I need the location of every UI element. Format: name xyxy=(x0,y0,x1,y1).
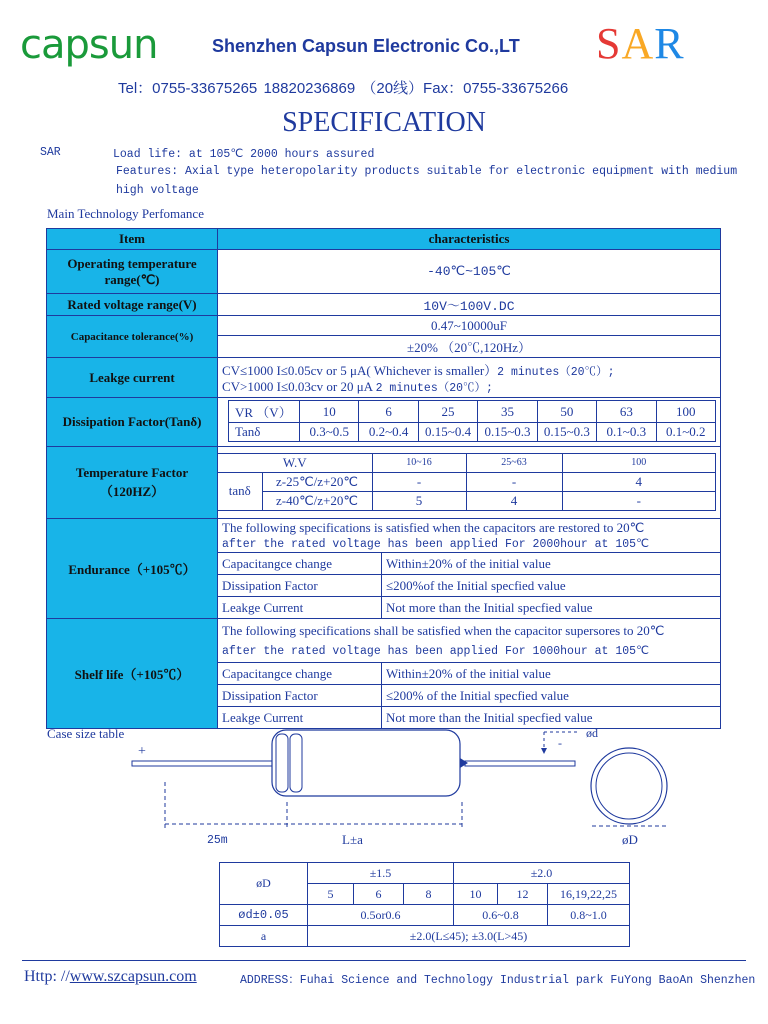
leakage-value xyxy=(218,358,721,398)
tf-row1-value: 4 xyxy=(562,472,716,491)
df-vr-label: VR （V） xyxy=(229,401,300,423)
shelf-value: Within±20% of the initial value xyxy=(382,663,721,685)
df-value: 0.3~0.5 xyxy=(300,423,359,442)
dim-length: L±a xyxy=(342,832,363,847)
endurance-intro-b: after the rated voltage has been applied For 2000hour at 105℃ xyxy=(222,538,649,551)
tf-row2-value: 5 xyxy=(372,491,466,510)
tf-col: 25~63 xyxy=(466,453,562,472)
leak-line2-a: CV>1000 I≤0.03cv or 20 μA xyxy=(222,379,373,394)
page-title: SPECIFICATION xyxy=(282,107,486,138)
shelf-intro xyxy=(218,619,721,663)
body-band-1 xyxy=(276,734,288,792)
arrow-head xyxy=(541,748,547,754)
cap-tol-label: Capacitance tolerance(%) xyxy=(47,316,218,358)
tf-row2-label: z-40℃/z+20℃ xyxy=(262,491,372,510)
shelf-life-label: Shelf life（+105℃） xyxy=(47,619,218,729)
df-value: 0.1~0.2 xyxy=(656,423,715,442)
df-voltage: 25 xyxy=(418,401,477,423)
endurance-value: Within±20% of the initial value xyxy=(382,553,721,575)
rated-voltage-value: 10V～100V.DC xyxy=(218,294,721,316)
temp-factor-label: Temperature Factor（120HZ） xyxy=(47,447,218,519)
tf-row1-value: - xyxy=(372,472,466,491)
case-size-table xyxy=(219,862,630,947)
tbl-size: 16,19,22,25 xyxy=(548,884,630,905)
spec-table xyxy=(46,228,721,729)
endurance-key: Dissipation Factor xyxy=(218,575,382,597)
endurance-label: Endurance（+105℃） xyxy=(47,519,218,619)
case-size-label: Case size table xyxy=(47,726,125,741)
tbl-od-label: ød±0.05 xyxy=(220,905,308,926)
tbl-size: 6 xyxy=(354,884,404,905)
shelf-value: Not more than the Initial specfied value xyxy=(382,707,721,729)
tf-row1-value: - xyxy=(466,472,562,491)
leak-line2-b: 2 minutes（20℃）; xyxy=(375,382,493,395)
endurance-key: Capacitangce change xyxy=(218,553,382,575)
df-cell xyxy=(218,398,721,447)
df-tan-label: Tanδ xyxy=(229,423,300,442)
leak-line1-a: CV≤1000 I≤0.05cv or 5 μA( Whichever is smaller） xyxy=(222,363,498,378)
df-voltage: 10 xyxy=(300,401,359,423)
df-value: 0.2~0.4 xyxy=(359,423,418,442)
shelf-key: Dissipation Factor xyxy=(218,685,382,707)
tf-col: 100 xyxy=(562,453,716,472)
capacitor-diagram xyxy=(0,720,768,860)
tbl-size: 12 xyxy=(498,884,548,905)
tf-col: 10~16 xyxy=(372,453,466,472)
endurance-value: Not more than the Initial specfied value xyxy=(382,597,721,619)
cap-tol-value: ±20% （20℃,120Hz） xyxy=(218,336,721,358)
df-voltage: 63 xyxy=(597,401,656,423)
endurance-intro-a: The following specifications is satisfied when the capacitors are restored to 20℃ xyxy=(222,520,645,535)
tbl-od-value: 0.6~0.8 xyxy=(454,905,548,926)
df-voltage: 35 xyxy=(478,401,537,423)
shelf-intro-b: after the rated voltage has been applied For 1000hour at 105℃ xyxy=(222,645,649,658)
shelf-key: Capacitangce change xyxy=(218,663,382,685)
tbl-size: 5 xyxy=(308,884,354,905)
tbl-size: 10 xyxy=(454,884,498,905)
op-temp-value: -40℃~105℃ xyxy=(218,250,721,294)
tf-wv: W.V xyxy=(218,453,372,472)
sar-brand-logo: SAR xyxy=(596,19,685,68)
tbl-tol-15: ±1.5 xyxy=(308,863,454,884)
temp-factor-cell xyxy=(218,447,721,519)
website-link[interactable]: www.szcapsun.com xyxy=(69,968,197,985)
features-line-1: Features: Axial type heteropolarity products suitable for electronic equipment with medium xyxy=(116,165,738,178)
contact-info: Tel：0755-33675265 18820236869 （20线）Fax：0755-33675266 xyxy=(118,80,569,97)
series-code: SAR xyxy=(40,146,61,159)
df-label: Dissipation Factor(Tanδ) xyxy=(47,398,218,447)
leak-line1-b: 2 minutes（20℃）; xyxy=(497,366,615,379)
shelf-key: Leakge Current xyxy=(218,707,382,729)
header-characteristics: characteristics xyxy=(218,229,721,250)
body-band-2 xyxy=(290,734,302,792)
endurance-intro xyxy=(218,519,721,553)
end-view-inner xyxy=(596,753,662,819)
temp-factor-table xyxy=(218,453,716,511)
tf-row1-label: z-25℃/z+20℃ xyxy=(262,472,372,491)
df-value: 0.1~0.3 xyxy=(597,423,656,442)
minus-sign: - xyxy=(558,736,562,750)
tbl-tol-20: ±2.0 xyxy=(454,863,630,884)
shelf-intro-a: The following specifications shall be satisfied when the capacitor supersores to 20℃ xyxy=(222,623,665,638)
http-label: Http: // xyxy=(24,968,70,985)
df-value: 0.15~0.4 xyxy=(418,423,477,442)
df-table xyxy=(228,400,716,442)
capsun-logo: capsun xyxy=(20,22,158,68)
rated-voltage-label: Rated voltage range(V) xyxy=(47,294,218,316)
footer-website xyxy=(24,968,197,986)
section-heading: Main Technology Perfomance xyxy=(47,206,204,221)
dim-lead-diameter: ød xyxy=(586,726,598,740)
company-name: Shenzhen Capsun Electronic Co.,LT xyxy=(212,36,520,56)
cap-range: 0.47~10000uF xyxy=(218,316,721,336)
lead-left xyxy=(132,761,272,766)
load-life: Load life: at 105℃ 2000 hours assured xyxy=(113,148,375,161)
tbl-od: øD xyxy=(220,863,308,905)
footer-address: ADDRESS：Fuhai Science and Technology Industrial park FuYong BaoAn Shenzhen xyxy=(240,974,756,987)
endurance-value: ≤200%of the Initial specfied value xyxy=(382,575,721,597)
df-voltage: 6 xyxy=(359,401,418,423)
tbl-a-label: a xyxy=(220,926,308,947)
header-item: Item xyxy=(47,229,218,250)
df-voltage: 50 xyxy=(537,401,596,423)
lead-right xyxy=(465,761,575,766)
shelf-value: ≤200% of the Initial specfied value xyxy=(382,685,721,707)
df-value: 0.15~0.3 xyxy=(537,423,596,442)
tbl-od-value: 0.8~1.0 xyxy=(548,905,630,926)
dim-25m: 25m xyxy=(207,834,228,847)
tbl-od-value: 0.5or0.6 xyxy=(308,905,454,926)
tf-tan: tanδ xyxy=(218,472,262,510)
df-value: 0.15~0.3 xyxy=(478,423,537,442)
op-temp-label: Operating temperature range(℃) xyxy=(47,250,218,294)
tbl-size: 8 xyxy=(404,884,454,905)
tf-row2-value: 4 xyxy=(466,491,562,510)
features-line-2: high voltage xyxy=(116,184,199,197)
tf-row2-value: - xyxy=(562,491,716,510)
df-voltage: 100 xyxy=(656,401,715,423)
leakage-label: Leakge current xyxy=(47,358,218,398)
plus-sign: + xyxy=(138,744,146,759)
footer-divider xyxy=(22,960,746,961)
endurance-key: Leakge Current xyxy=(218,597,382,619)
dim-body-diameter: øD xyxy=(622,832,638,847)
tbl-a-value: ±2.0(L≤45); ±3.0(L>45) xyxy=(308,926,630,947)
